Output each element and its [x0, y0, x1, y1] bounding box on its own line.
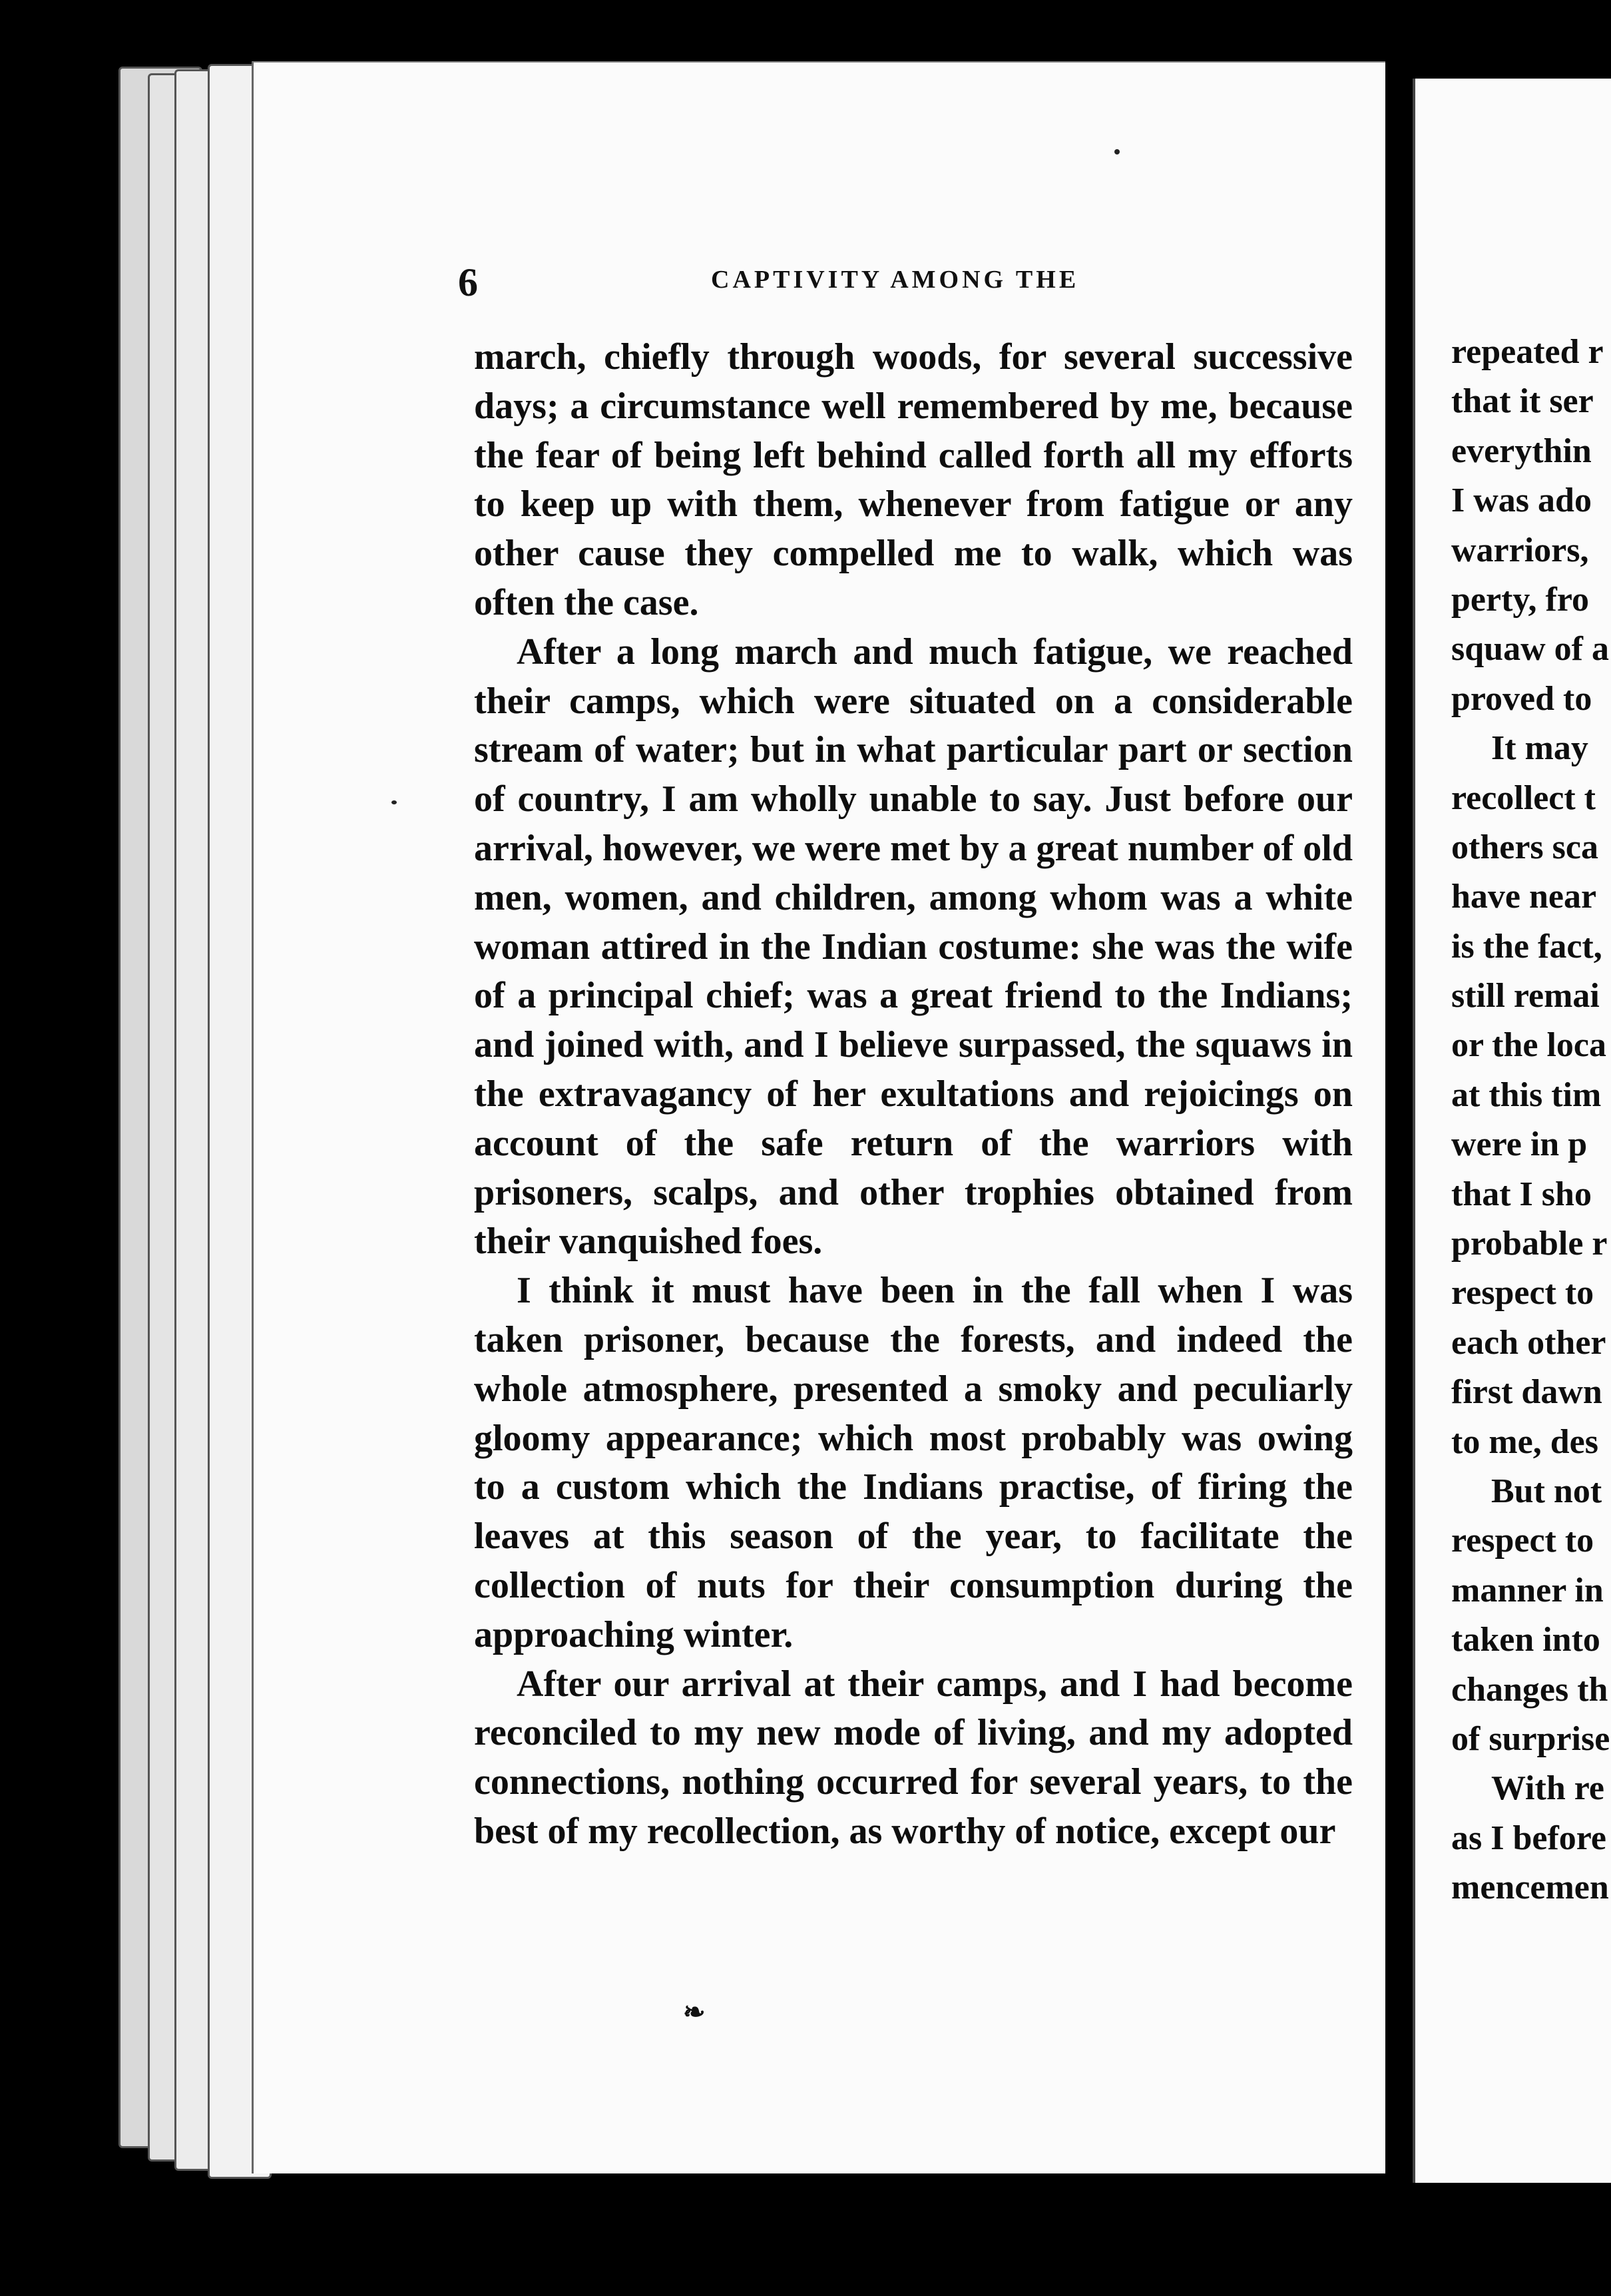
text-line: With re [1491, 1769, 1604, 1808]
text-line: first dawn [1451, 1373, 1602, 1412]
text-line: recollect t [1451, 778, 1596, 817]
text-line: everythin [1451, 431, 1592, 470]
scan-speck [1114, 149, 1120, 154]
text-line: manner in [1451, 1571, 1604, 1609]
text-line: I was ado [1451, 481, 1592, 520]
text-line: taken into [1451, 1621, 1600, 1659]
footer-ornament: ❧ [683, 1997, 706, 2027]
running-head: CAPTIVITY AMONG THE [711, 266, 1080, 294]
text-line: perty, fro [1451, 580, 1589, 619]
text-line: of surprise [1451, 1719, 1610, 1758]
text-line: proved to [1451, 679, 1592, 718]
text-line: squaw of a [1451, 630, 1609, 669]
text-line: were in p [1451, 1125, 1588, 1164]
text-line: that it ser [1451, 382, 1594, 421]
text-line: But not [1491, 1472, 1602, 1510]
page-header [458, 260, 1350, 305]
paragraph: After our arrival at their camps, and I had become reconciled to my new mode of living, and my adopted connections, nothing occurred for several years, to the best of my recollection, as worthy of notice, except our [474, 1663, 1353, 1852]
text-line: It may [1491, 729, 1588, 768]
text-line: is the fact, [1451, 927, 1602, 966]
text-line: still remai [1451, 977, 1600, 1015]
text-line: respect to [1451, 1522, 1594, 1560]
text-line: mencemen [1451, 1868, 1609, 1907]
text-line: others sca [1451, 828, 1598, 866]
paragraph: I think it must have been in the fall when I was taken prisoner, because the forests, and indeed the whole atmosphere, presented a smoky and peculiarly gloomy appearance; which most probably was owing to a custom which the Indians practise, of firing the leaves at this season of the year, to facilitate the collection of nuts for their consumption during the approaching winter. [474, 1270, 1353, 1655]
text-line: to me, des [1451, 1422, 1598, 1461]
text-line: or the loca [1451, 1026, 1606, 1065]
text-line: probable r [1451, 1225, 1608, 1263]
page-number: 6 [458, 260, 478, 304]
scan-speck [391, 800, 397, 804]
paragraph: march, chiefly through woods, for several successive days; a circumstance well remembered by me, because the fear of being left behind called forth all my efforts to keep up with them, whenever from fatigue or any other cause they compelled me to walk, which was often the case. [474, 336, 1353, 623]
text-line: warriors, [1451, 531, 1589, 569]
text-line: repeated r [1451, 333, 1604, 371]
text-line: at this tim [1451, 1075, 1602, 1114]
text-line: changes th [1451, 1670, 1608, 1709]
text-line: as I before [1451, 1819, 1607, 1857]
text-line: that I sho [1451, 1175, 1592, 1213]
right-page-text [1451, 328, 1611, 1913]
text-line: respect to [1451, 1274, 1594, 1312]
text-line: each other [1451, 1323, 1606, 1362]
text-line: have near [1451, 878, 1597, 916]
paragraph: After a long march and much fatigue, we reached their camps, which were situated on a considerable stream of water; but in what particular part or section of country, I am wholly unable to say. Just before our arrival, however, we were met by a great number of old men, women, and children, among whom was a white woman attired in the Indian costume: she was the wife of a principal chief; was a great friend to the Indians; and joined with, and I believe surpassed, the squaws in the extravagancy of her exultations and rejoicings on account of the safe return of the warriors with prisoners, scalps, and other trophies obtained from their vanquished foes. [474, 631, 1353, 1263]
body-text [474, 333, 1353, 1857]
